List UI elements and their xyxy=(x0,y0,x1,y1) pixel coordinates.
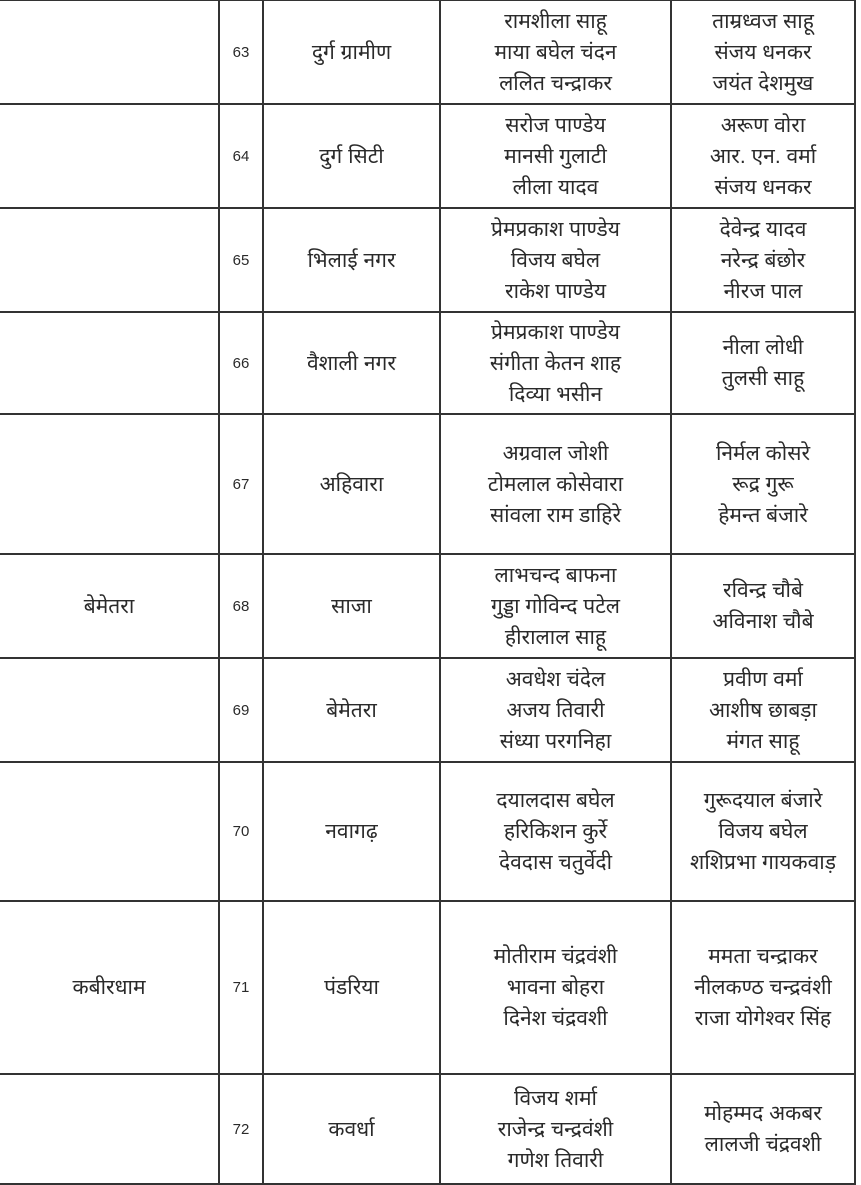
candidate-name: सांवला राम डाहिरे xyxy=(489,503,622,527)
constituency-number: 64 xyxy=(219,104,263,208)
candidate-name: प्रेमप्रकाश पाण्डेय xyxy=(491,217,620,241)
candidate-name: अजय तिवारी xyxy=(506,698,605,722)
candidate-name: अविनाश चौबे xyxy=(712,610,814,633)
district-cell xyxy=(0,104,219,208)
candidate-name: देवदास चतुर्वेदी xyxy=(498,851,613,874)
constituency-number: 67 xyxy=(219,414,263,554)
constituency-name: अहिवारा xyxy=(263,414,440,554)
candidate-name: आर. एन. वर्मा xyxy=(709,144,817,168)
candidate-name: प्रेमप्रकाश पाण्डेय xyxy=(491,320,620,344)
table-row xyxy=(0,0,855,104)
constituency-name: बेमेतरा xyxy=(263,658,440,762)
candidate-name: विजय बघेल xyxy=(718,820,808,843)
candidate-name: गणेश तिवारी xyxy=(507,1148,604,1172)
candidate-name: टोमलाल कोसेवारा xyxy=(487,472,624,496)
table-row xyxy=(0,208,855,312)
table-row xyxy=(0,901,855,1074)
candidate-name: लालजी चंद्रवशी xyxy=(704,1133,822,1156)
candidate-name: हीरालाल साहू xyxy=(504,625,607,649)
constituency-name: कवर्धा xyxy=(263,1074,440,1184)
candidate-name: मोहम्मद अकबर xyxy=(704,1102,822,1125)
district-cell xyxy=(0,0,219,104)
constituency-number: 63 xyxy=(219,0,263,104)
table-row xyxy=(0,414,855,554)
constituency-name: दुर्ग सिटी xyxy=(263,104,440,208)
candidate-name: रूद्र गुरू xyxy=(732,472,794,496)
candidate-name: राकेश पाण्डेय xyxy=(504,279,607,303)
candidate-list-b xyxy=(671,554,855,658)
table-row xyxy=(0,762,855,901)
district-cell xyxy=(0,1074,219,1184)
candidate-list-b xyxy=(671,0,855,104)
candidate-list-a xyxy=(440,104,671,208)
constituency-number: 66 xyxy=(219,312,263,414)
candidate-name: शशिप्रभा गायकवाड़ xyxy=(690,851,836,874)
candidate-name: ताम्रध्वज साहू xyxy=(712,9,814,33)
candidate-name: गुड्डा गोविन्द पटेल xyxy=(490,594,621,618)
candidate-name: रविन्द्र चौबे xyxy=(723,579,803,602)
candidate-name: जयंत देशमुख xyxy=(712,71,814,95)
candidate-name: विजय बघेल xyxy=(510,248,601,272)
candidate-name: संजय धनकर xyxy=(714,175,812,199)
candidate-name: हेमन्त बंजारे xyxy=(718,503,808,527)
candidate-name: मंगत साहू xyxy=(726,729,800,753)
candidate-list-a xyxy=(440,414,671,554)
candidate-name: आशीष छाबड़ा xyxy=(709,698,817,722)
candidate-name: भावना बोहरा xyxy=(506,976,605,999)
candidate-name: विजय शर्मा xyxy=(514,1086,597,1110)
candidate-name: हरिकिशन कुर्रे xyxy=(503,820,608,843)
constituency-name: पंडरिया xyxy=(263,901,440,1074)
candidate-name: माया बघेल चंदन xyxy=(494,40,617,64)
candidate-name: नीलकण्ठ चन्द्रवंशी xyxy=(694,976,832,999)
candidate-name: नीरज पाल xyxy=(723,279,803,303)
candidate-name: दिनेश चंद्रवशी xyxy=(503,1007,608,1030)
candidate-list-a xyxy=(440,901,671,1074)
table-row xyxy=(0,312,855,414)
candidate-name: देवेन्द्र यादव xyxy=(719,217,807,241)
candidate-list-a xyxy=(440,658,671,762)
constituency-number: 69 xyxy=(219,658,263,762)
candidate-name: दयालदास बघेल xyxy=(496,789,615,812)
candidate-list-a xyxy=(440,0,671,104)
district-cell xyxy=(0,208,219,312)
district-cell xyxy=(0,762,219,901)
district-cell: बेमेतरा xyxy=(0,554,219,658)
candidate-name: नरेन्द्र बंछोर xyxy=(720,248,806,272)
candidate-list-b xyxy=(671,312,855,414)
table-row xyxy=(0,104,855,208)
district-cell xyxy=(0,414,219,554)
candidate-list-b xyxy=(671,901,855,1074)
candidate-list-a xyxy=(440,312,671,414)
constituency-name: नवागढ़ xyxy=(263,762,440,901)
candidate-name: अवधेश चंदेल xyxy=(505,667,606,691)
candidate-name: प्रवीण वर्मा xyxy=(723,667,803,691)
candidate-list-a xyxy=(440,1074,671,1184)
candidate-name: नीला लोधी xyxy=(722,336,804,359)
candidate-list-b xyxy=(671,1074,855,1184)
constituency-name: दुर्ग ग्रामीण xyxy=(263,0,440,104)
candidate-name: तुलसी साहू xyxy=(721,367,805,390)
candidate-list-a xyxy=(440,208,671,312)
candidate-name: संगीता केतन शाह xyxy=(489,351,622,375)
district-cell xyxy=(0,658,219,762)
candidate-name: ललित चन्द्राकर xyxy=(499,71,612,95)
candidate-name: संजय धनकर xyxy=(714,40,812,64)
district-cell: कबीरधाम xyxy=(0,901,219,1074)
constituency-name: भिलाई नगर xyxy=(263,208,440,312)
candidate-list-b xyxy=(671,104,855,208)
candidate-name: लीला यादव xyxy=(512,175,599,199)
candidate-list-b xyxy=(671,658,855,762)
candidate-list-b xyxy=(671,208,855,312)
candidate-name: राजेन्द्र चन्द्रवंशी xyxy=(497,1117,614,1141)
candidate-name: ममता चन्द्राकर xyxy=(708,945,818,968)
constituency-number: 70 xyxy=(219,762,263,901)
candidate-name: राजा योगेश्वर सिंह xyxy=(694,1007,832,1030)
candidate-name: गुरूदयाल बंजारे xyxy=(703,789,823,812)
table-row xyxy=(0,1074,855,1184)
candidate-name: सरोज पाण्डेय xyxy=(505,113,606,137)
candidate-list-a xyxy=(440,554,671,658)
constituency-number: 71 xyxy=(219,901,263,1074)
candidate-list-b xyxy=(671,762,855,901)
candidate-list-b xyxy=(671,414,855,554)
constituency-name: वैशाली नगर xyxy=(263,312,440,414)
candidate-name: मानसी गुलाटी xyxy=(504,144,607,168)
constituency-name: साजा xyxy=(263,554,440,658)
candidate-name: लाभचन्द बाफना xyxy=(494,563,617,587)
candidate-name: रामशीला साहू xyxy=(504,9,607,33)
candidate-name: मोतीराम चंद्रवंशी xyxy=(493,945,618,968)
constituency-number: 65 xyxy=(219,208,263,312)
candidate-name: निर्मल कोसरे xyxy=(715,441,811,465)
candidate-name: अग्रवाल जोशी xyxy=(502,441,609,465)
table-row xyxy=(0,658,855,762)
candidate-list-a xyxy=(440,762,671,901)
district-cell xyxy=(0,312,219,414)
constituency-number: 68 xyxy=(219,554,263,658)
constituency-number: 72 xyxy=(219,1074,263,1184)
candidate-name: दिव्या भसीन xyxy=(508,382,603,406)
table-row xyxy=(0,554,855,658)
candidate-name: संध्या परगनिहा xyxy=(499,729,612,753)
candidate-name: अरूण वोरा xyxy=(720,113,806,137)
